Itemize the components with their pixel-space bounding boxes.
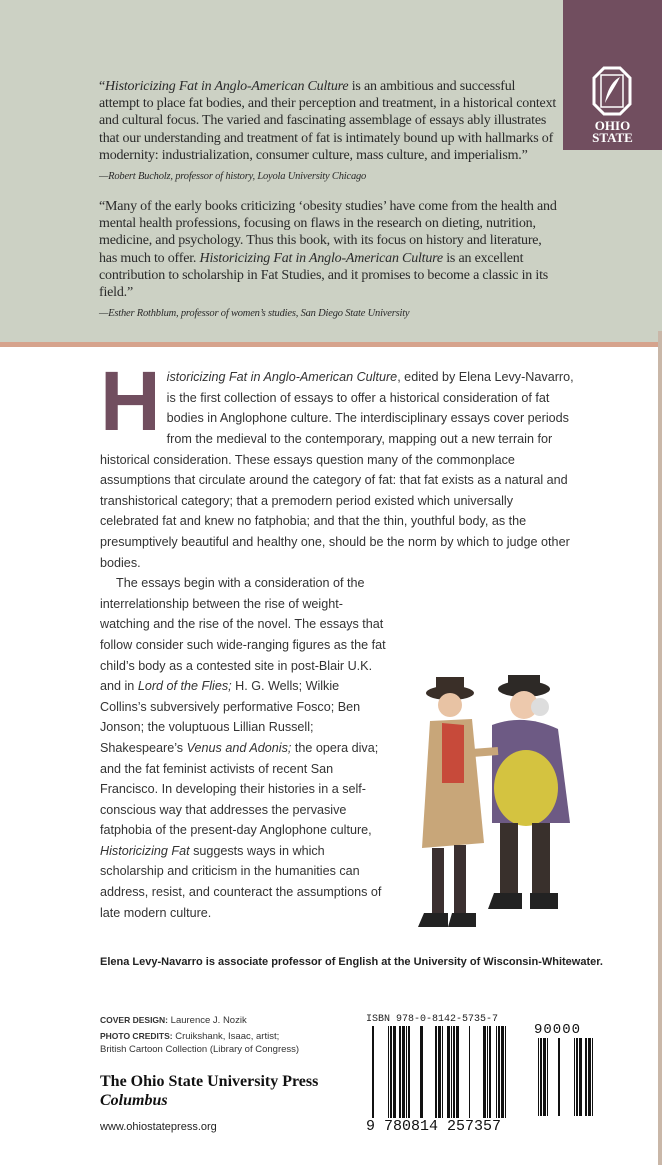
book-title: istoricizing Fat in Anglo-American Culture [166, 370, 398, 385]
publisher-name: The Ohio State University Press [100, 1073, 319, 1091]
barcode-bar [399, 1026, 401, 1118]
addon-barcode-group [534, 1022, 596, 1116]
text: suggests ways in which scholarship and criticism in the humanities can address, resist, and counteract the assumptions of late modern culture. [100, 843, 382, 920]
isbn-text: ISBN 978-0-8142-5735-7 [366, 1014, 499, 1026]
photo-credits-label: PHOTO CREDITS: [100, 1031, 173, 1042]
barcode-bar [574, 1038, 575, 1116]
publisher [100, 1072, 350, 1110]
publisher-url: www.ohiostatepress.org [100, 1121, 217, 1134]
text: The essays begin with a consideration of the interrelationship between the rise of weight-watching and the rise of the novel. The essays that follow consider such wide-ranging figures as the fat child’s body as a contested site in post-Blair U.K. and in [100, 576, 386, 694]
work-title: Venus and Adonis; [186, 740, 292, 755]
cover-design-value: Laurence J. Nozik [168, 1015, 247, 1027]
endorsements [99, 78, 559, 320]
barcode-bar [402, 1026, 405, 1118]
barcode-bar [543, 1038, 546, 1116]
block-o-quill-icon [592, 66, 632, 116]
credits [100, 1014, 350, 1056]
barcode-bar [592, 1038, 593, 1116]
barcode-bar [447, 1026, 450, 1118]
barcode-bar [501, 1026, 504, 1118]
barcode-bar [538, 1038, 539, 1116]
addon-barcode [534, 1038, 596, 1116]
cruikshank-illustration [392, 673, 578, 943]
barcode-bar [393, 1026, 396, 1118]
barcode-bar [438, 1026, 441, 1118]
photo-credits-value: Cruikshank, Isaac, artist; [172, 1031, 280, 1043]
quote-text: is an ambitious and successful attempt to place fat bodies, and their perception and treatment, in a historical context and cultural focus. The varied and fascinating assemblage of essays ably illustrates that our understanding and treatment of fat is intimately bound up with hallmarks of modernity: industrialization, consumer culture, mass culture, and imperialism.” [99, 79, 557, 163]
barcode-bar [390, 1026, 392, 1118]
quote-1-attribution: —Robert Bucholz, professor of history, Loyola University Chicago [99, 171, 367, 183]
barcode-bar [540, 1038, 542, 1116]
photo-credits-value-2: British Cartoon Collection (Library of Congress) [100, 1044, 300, 1056]
barcode-bar [372, 1026, 374, 1118]
barcode-bar [435, 1026, 437, 1118]
barcode-bar [487, 1026, 488, 1118]
barcode-bar [588, 1038, 591, 1116]
barcode-bar [469, 1026, 470, 1118]
endorsement-panel [0, 0, 662, 342]
publisher-column [100, 1014, 350, 1135]
back-matter [0, 970, 662, 1165]
book-description [0, 347, 662, 943]
barcode-bar [489, 1026, 491, 1118]
description-paragraph-1 [100, 354, 574, 573]
quote-text: “Many of the early books criticizing ‘obesity studies’ have come from the health and mental health professions, focusing on flaws in the research on dieting, nutrition, medicine, and psychology. Thus this book, with its focus on history and literature, has much to offer. [99, 199, 557, 266]
ohio-state-logo [563, 0, 662, 150]
text: H. G. Wells; Wilkie Collins’s subversively performative Fosco; Ben Jonson; the voluptuous Lillian Russell; Shakespeare’s [100, 679, 361, 755]
text: the opera diva; and the fat feminist activists of recent San Francisco. In developing their histories in a self-conscious way that addresses the pervasive fatphobia of the present-day Anglophone culture, [100, 740, 379, 838]
barcode-bar [547, 1038, 548, 1116]
barcode-block [366, 1014, 596, 1135]
quote-2 [99, 198, 559, 301]
drop-cap: H [100, 354, 161, 449]
text: , edited by Elena Levy-Navarro, is the first collection of essays to offer a historical consideration of fat bodies in Anglophone culture. The interdisciplinary essays cover periods from the medieval to the contemporary, mapping out a new terrain for historical consideration. These essays question many of the commonplace assumptions that circulate around the category of fat: that fat exists as a natural and transhistorical category; that a premodern period existed which universally celebrated fat and knew no fatphobia; and that the thin, youthful body, as the presumptively beautiful and healthy one, should be the norm by which to judge other bodies. [100, 370, 574, 570]
quote-title: Historicizing Fat in Anglo-American Culture [199, 250, 443, 266]
barcode-bar [408, 1026, 410, 1118]
quote-open: “ [99, 79, 106, 94]
work-title: Lord of the Flies; [137, 679, 232, 694]
isbn-barcode-group [366, 1014, 516, 1135]
barcode-bar [451, 1026, 452, 1118]
barcode-bar [442, 1026, 443, 1118]
cover-design-label: COVER DESIGN: [100, 1015, 169, 1026]
book-title: Historicizing Fat [100, 843, 190, 858]
barcode-bar [483, 1026, 486, 1118]
barcode-addon-number: 90000 [534, 1022, 582, 1039]
barcode-bar [576, 1038, 578, 1116]
barcode-bar [505, 1026, 506, 1118]
barcode-bar [406, 1026, 407, 1118]
logo-line2: STATE [592, 130, 633, 145]
quote-title: Historicizing Fat in Anglo-American Culture [105, 79, 349, 94]
barcode-bar [558, 1038, 560, 1116]
barcode-bar [453, 1026, 455, 1118]
quote-2-attribution: —Esther Rothblum, professor of women’s studies, San Diego State University [99, 308, 410, 320]
barcode-bar [496, 1026, 497, 1118]
isbn-barcode [366, 1026, 516, 1118]
publisher-city: Columbus [100, 1092, 168, 1110]
barcode-bar [420, 1026, 423, 1118]
barcode-bar [498, 1026, 500, 1118]
barcode-bar [579, 1038, 582, 1116]
barcode-bar [388, 1026, 389, 1118]
logo-line1: OHIO [594, 118, 631, 133]
quote-text: is an excellent contribution to scholarship in Fat Studies, and it promises to become a classic in its field.” [99, 250, 549, 301]
barcode-bar [456, 1026, 459, 1118]
barcode-bar [585, 1038, 587, 1116]
quote-1 [99, 78, 559, 164]
author-bio: Elena Levy-Navarro is associate professor of English at the University of Wisconsin-Whitewater. [100, 956, 603, 969]
barcode-number: 9 780814 257357 [366, 1118, 502, 1136]
